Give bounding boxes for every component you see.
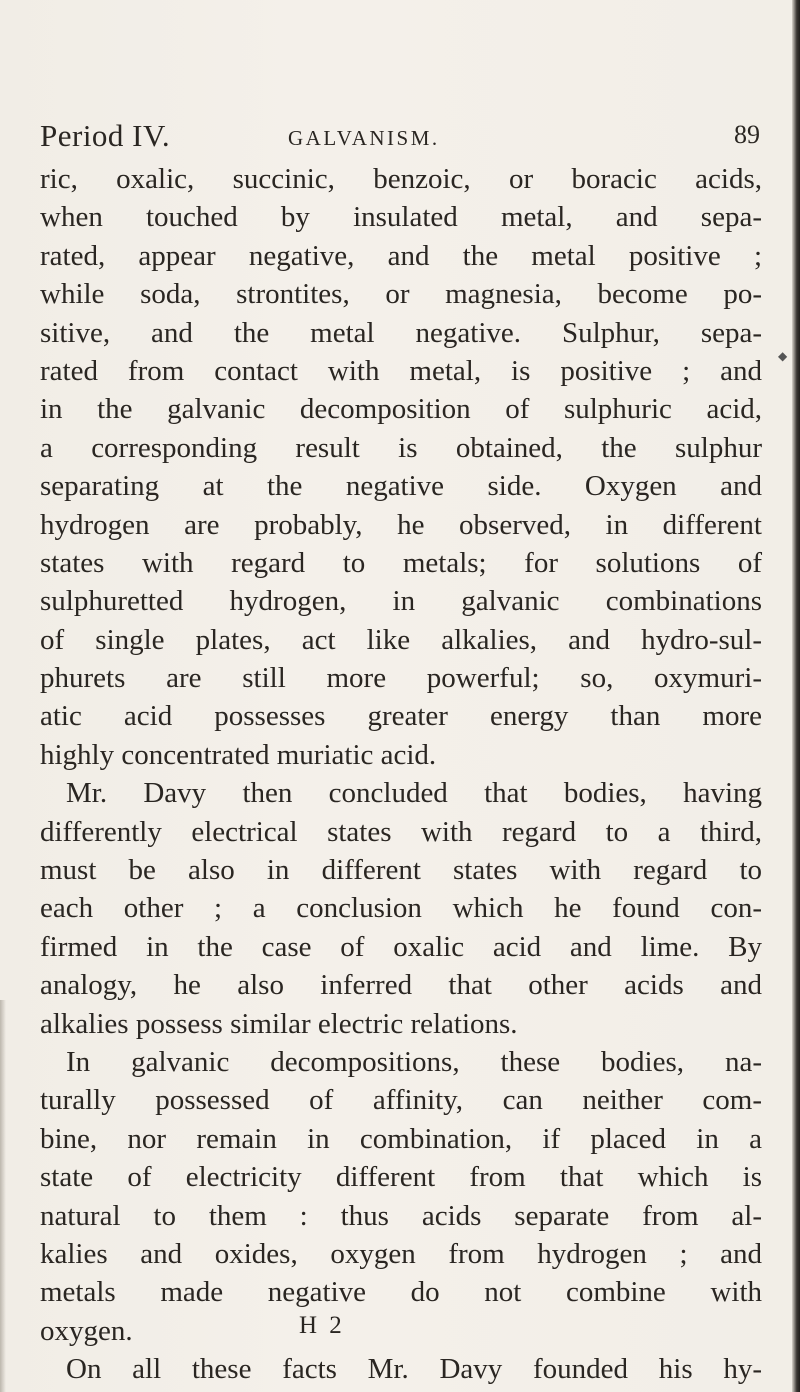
running-head — [40, 118, 760, 158]
paragraph-first-line: Mr. Davy then concluded that bodies, having — [66, 777, 762, 810]
paragraph-first-line: On all these facts Mr. Davy founded his hy- — [66, 1353, 762, 1386]
text-line: rated, appear negative, and the metal positive ; — [40, 239, 762, 272]
paragraph-end-line: oxygen. — [40, 1314, 133, 1347]
text-line: in the galvanic decomposition of sulphuric acid, — [40, 393, 762, 426]
text-line: atic acid possesses greater energy than more — [40, 700, 762, 733]
text-line: rated from contact with metal, is positive ; and — [40, 354, 762, 387]
text-line: ric, oxalic, succinic, benzoic, or boracic acids, — [40, 163, 762, 195]
text-line: when touched by insulated metal, and sepa- — [40, 201, 762, 234]
margin-dot-mark: ◆ — [778, 349, 788, 363]
text-line: states with regard to metals; for solutions of — [40, 546, 762, 579]
text-line: firmed in the case of oxalic acid and lime. By — [40, 930, 762, 963]
text-line: each other ; a conclusion which he found con- — [40, 892, 762, 925]
text-line: state of electricity different from that which is — [40, 1161, 762, 1194]
text-line: while soda, strontites, or magnesia, become po- — [40, 278, 762, 311]
body-text — [40, 160, 762, 1389]
text-line: metals made negative do not combine with — [40, 1276, 762, 1309]
text-line: natural to them : thus acids separate from al- — [40, 1199, 762, 1232]
page-edge-shadow — [792, 0, 800, 1392]
text-line: a corresponding result is obtained, the sulphur — [40, 431, 762, 464]
text-line: must be also in different states with regard to — [40, 854, 762, 887]
signature-mark: H 2 — [299, 1312, 345, 1339]
paragraph-end-line: highly concentrated muriatic acid. — [40, 738, 437, 771]
page-number: 89 — [734, 120, 760, 149]
text-line: sitive, and the metal negative. Sulphur, sepa- — [40, 316, 762, 349]
running-head-period: Period IV. — [40, 118, 171, 153]
text-line: sulphuretted hydrogen, in galvanic combinations — [40, 585, 762, 618]
text-line: analogy, he also inferred that other acids and — [40, 969, 762, 1002]
text-line: separating at the negative side. Oxygen and — [40, 470, 762, 503]
paragraph-end-line: alkalies possess similar electric relations. — [40, 1007, 518, 1040]
text-line: turally possessed of affinity, can neither com- — [40, 1084, 762, 1117]
paragraph-first-line: In galvanic decompositions, these bodies, na- — [66, 1045, 762, 1078]
text-line: of single plates, act like alkalies, and hydro-sul- — [40, 623, 762, 656]
text-line: bine, nor remain in combination, if placed in a — [40, 1122, 762, 1155]
text-line: kalies and oxides, oxygen from hydrogen ; and — [40, 1237, 762, 1270]
text-line: differently electrical states with regard to a third, — [40, 815, 762, 848]
text-line: hydrogen are probably, he observed, in different — [40, 508, 762, 541]
page-gutter-shadow — [0, 1000, 6, 1392]
text-line: phurets are still more powerful; so, oxymuri- — [40, 662, 762, 695]
running-head-title: GALVANISM. — [288, 126, 440, 150]
